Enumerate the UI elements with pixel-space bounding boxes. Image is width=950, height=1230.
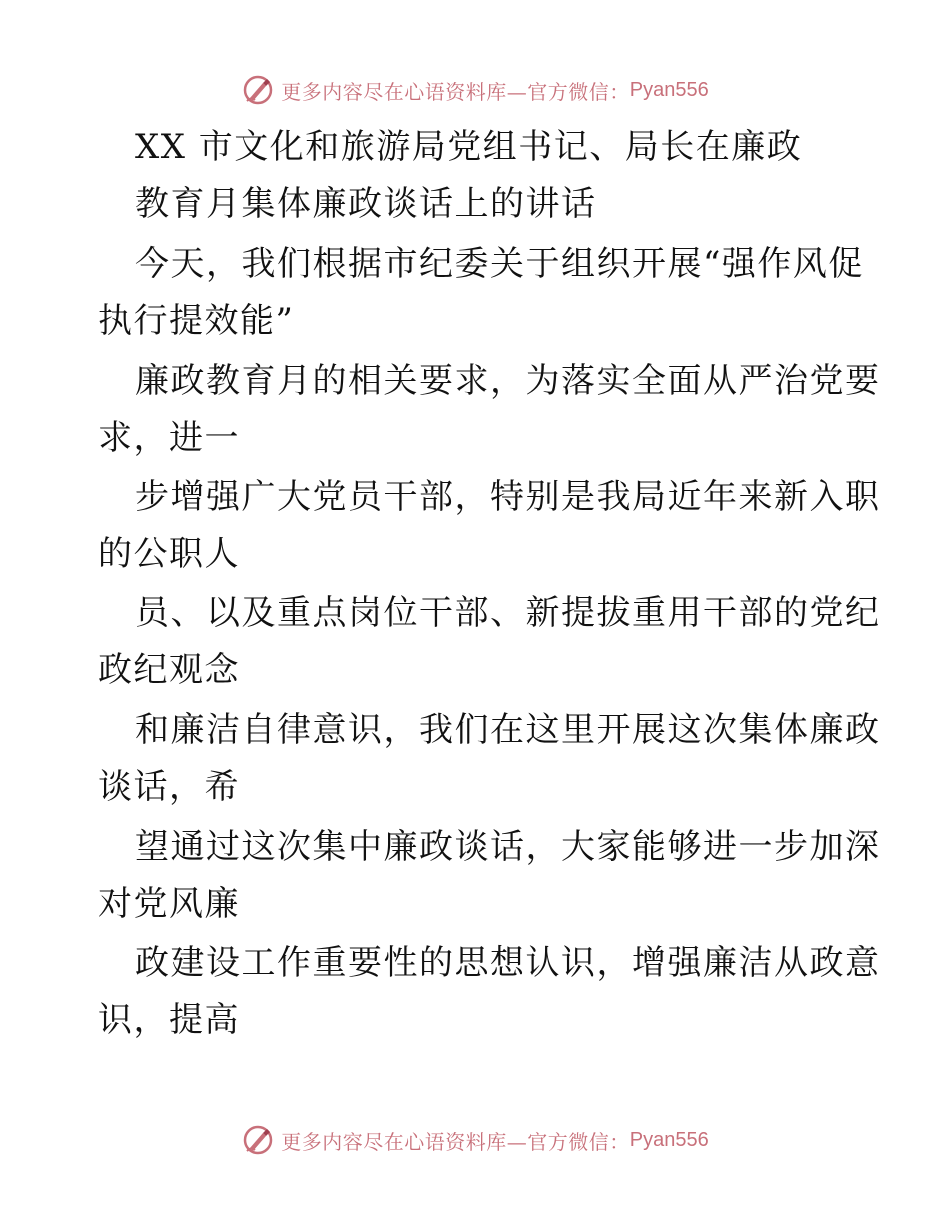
pen-logo-icon <box>241 1123 275 1157</box>
paragraph-line: 政纪观念 <box>98 650 240 690</box>
footer-watermark <box>0 1120 950 1160</box>
paragraph-line: 政建设工作重要性的思想认识，增强廉洁从政意 <box>135 943 881 983</box>
paragraph-line: 步增强广大党员干部，特别是我局近年来新入职 <box>135 477 881 517</box>
paragraph-line: 识，提高 <box>98 1000 240 1040</box>
title-line-1: XX 市文化和旅游局党组书记、局长在廉政 <box>135 127 803 167</box>
paragraph-line: 员、以及重点岗位干部、新提拔重用干部的党纪 <box>135 593 881 633</box>
watermark-text: 更多内容尽在心语资料库—官方微信： <box>281 79 630 104</box>
title-line-2: 教育月集体廉政谈话上的讲话 <box>135 184 597 224</box>
header-watermark <box>0 70 950 110</box>
paragraph-line: 求，进一 <box>98 418 240 458</box>
pen-logo-icon <box>241 73 275 107</box>
paragraph-line: 和廉洁自律意识，我们在这里开展这次集体廉政 <box>135 710 881 750</box>
paragraph-line: 的公职人 <box>98 534 240 574</box>
watermark-wechat-id: Pyan556 <box>629 1128 709 1151</box>
paragraph-line: 望通过这次集中廉政谈话，大家能够进一步加深 <box>135 827 881 867</box>
paragraph-line: 今天，我们根据市纪委关于组织开展“强作风促 <box>135 244 864 284</box>
paragraph-line: 对党风廉 <box>98 884 240 924</box>
paragraph-line: 廉政教育月的相关要求，为落实全面从严治党要 <box>135 361 881 401</box>
paragraph-line: 谈话，希 <box>98 767 240 807</box>
watermark-wechat-id: Pyan556 <box>629 78 709 101</box>
watermark-text: 更多内容尽在心语资料库—官方微信： <box>281 1129 630 1154</box>
paragraph-line: 执行提效能” <box>98 301 295 341</box>
